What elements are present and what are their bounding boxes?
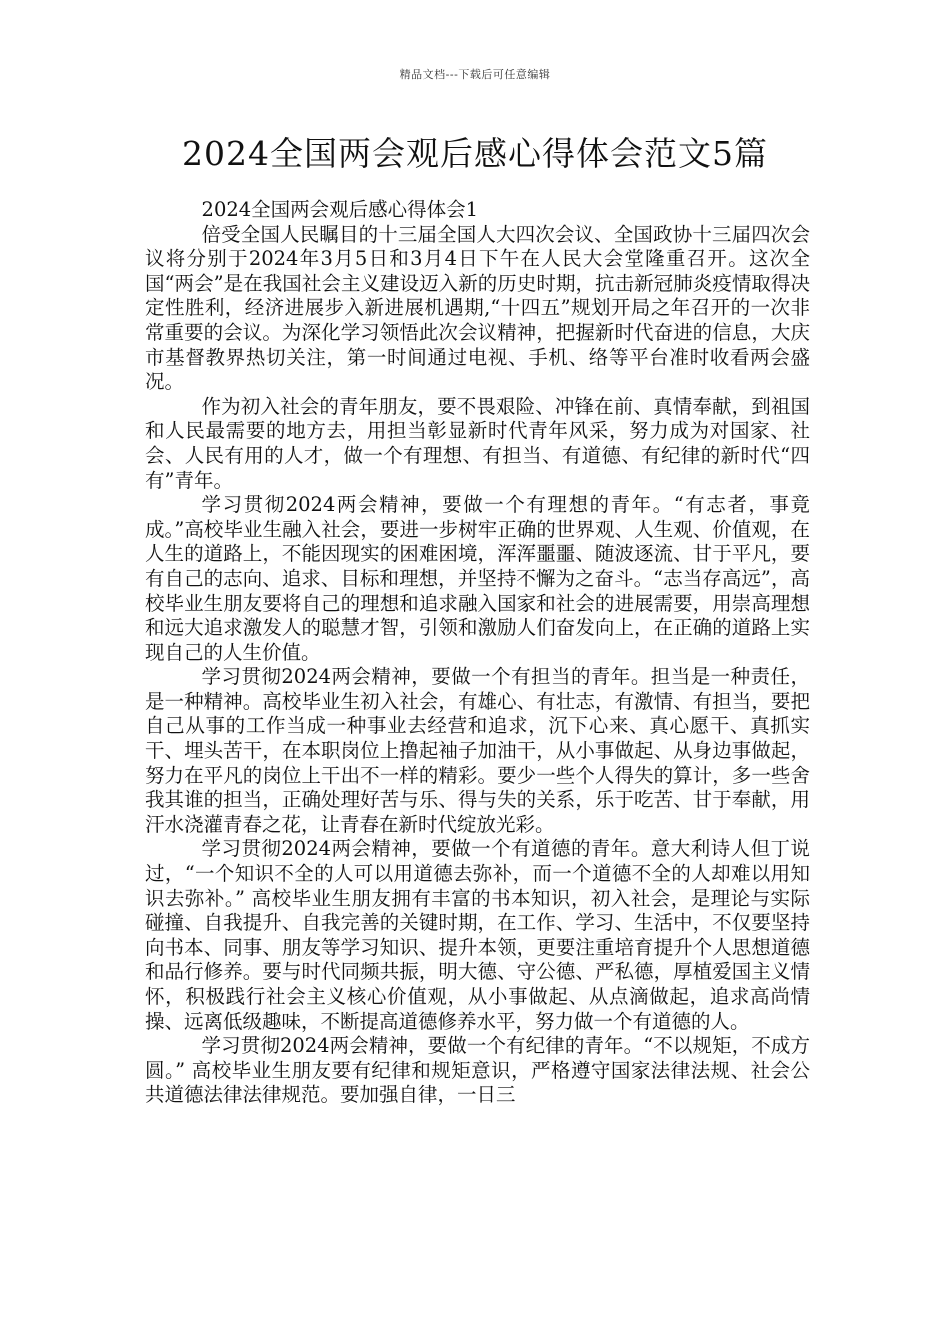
paragraph-5: 学习贯彻2024两会精神，要做一个有道德的青年。意大利诗人但丁说过，“一个知识不全的人可以用道德去弥补，而一个道德不全的人却难以用知识去弥补。” 高校毕业生朋友拥有丰富的书本知识，初入社会，是理论与实际碰撞、自我提升、自我完善的关键时期，在工作、学习、生活中，不仅要坚持向书本、同事、朋友等学习知识、提升本领，更要注重培育提升个人思想道德和品行修养。要与时代同频共振，明大德、守公德、严私德，厚植爱国主义情怀，积极践行社会主义核心价值观，从小事做起、从点滴做起，追求高尚情操、远离低级趣味，不断提高道德修养水平，努力做一个有道德的人。 [145,837,810,1033]
paragraph-3: 学习贯彻2024两会精神，要做一个有理想的青年。“有志者，事竟成。”高校毕业生融入社会，要进一步树牢正确的世界观、人生观、价值观，在人生的道路上，不能因现实的困难困境，浑浑噩噩、随波逐流、甘于平凡，要有自己的志向、追求、目标和理想，并坚持不懈为之奋斗。“志当存高远”，高校毕业生朋友要将自己的理想和追求融入国家和社会的进展需要，用崇高理想和远大追求激发人的聪慧才智，引领和激励人们奋发向上，在正确的道路上实现自己的人生价值。 [145,493,810,664]
section-heading: 2024全国两会观后感心得体会1 [201,198,479,221]
paragraph-6: 学习贯彻2024两会精神，要做一个有纪律的青年。“不以规矩，不成方圆。” 高校毕业生朋友要有纪律和规矩意识，严格遵守国家法律法规、社会公共道德法律法律规范。要加强自律，一日三 [145,1034,810,1107]
page-title: 2024全国两会观后感心得体会范文5篇 [182,134,768,173]
document-body [145,198,810,1108]
paragraph-1: 倍受全国人民瞩目的十三届全国人大四次会议、全国政协十三届四次会议将分别于2024年3月5日和3月4日下午在人民大会堂隆重召开。这次全国“两会”是在我国社会主义建设迈入新的历史时期，抗击新冠肺炎疫情取得决定性胜利，经济进展步入新进展机遇期,“十四五”规划开局之年召开的一次非常重要的会议。为深化学习领悟此次会议精神，把握新时代奋进的信息，大庆市基督教界热切关注，第一时间通过电视、手机、络等平台准时收看两会盛况。 [145,222,810,394]
paragraph-4: 学习贯彻2024两会精神，要做一个有担当的青年。担当是一种责任，是一种精神。高校毕业生初入社会，有雄心、有壮志，有激情、有担当，要把自己从事的工作当成一种事业去经营和追求，沉下心来、真心愿干、真抓实干、埋头苦干，在本职岗位上撸起袖子加油干，从小事做起、从身边事做起，努力在平凡的岗位上干出不一样的精彩。要少一些个人得失的算计，多一些舍我其谁的担当，正确处理好苦与乐、得与失的关系，乐于吃苦、甘于奉献，用汗水浇灌青春之花，让青春在新时代绽放光彩。 [145,665,810,836]
paragraph-2: 作为初入社会的青年朋友，要不畏艰险、冲锋在前、真情奉献，到祖国和人民最需要的地方去，用担当彰显新时代青年风采，努力成为对国家、社会、人民有用的人才，做一个有理想、有担当、有道德、有纪律的新时代“四有”青年。 [145,394,810,492]
header-note: 精品文档---下载后可任意编辑 [399,68,551,81]
